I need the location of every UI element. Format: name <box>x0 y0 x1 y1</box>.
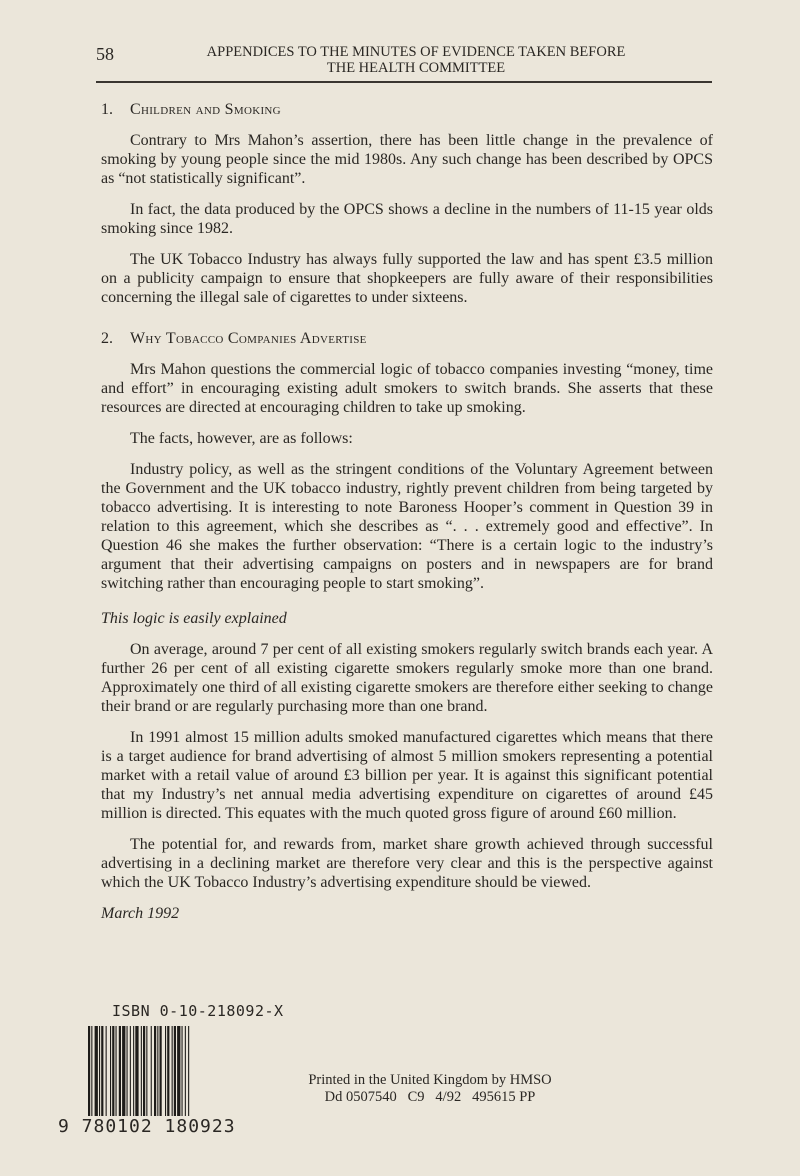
barcode-bar <box>110 1026 111 1116</box>
barcode-bar <box>122 1026 125 1116</box>
barcode-bar <box>88 1026 90 1116</box>
code-line: Dd 0507540 C9 4/92 495615 PP <box>324 1089 536 1105</box>
barcode-bar <box>127 1026 128 1116</box>
section-heading-2 <box>101 329 713 348</box>
section-number: 2. <box>101 330 113 347</box>
barcode-bar <box>95 1026 98 1116</box>
barcode-bar <box>182 1026 183 1116</box>
barcode-bar <box>160 1026 162 1116</box>
barcode-bar <box>174 1026 176 1116</box>
printed-line: Printed in the United Kingdom by HMSO <box>308 1072 552 1088</box>
running-head <box>96 44 736 76</box>
paragraph: The UK Tobacco Industry has always fully supported the law and has spent £3.5 million on a publicity campaign to ensure that shopkeepers are fully aware of their responsibilities concerning the illegal sale of cigarettes to under sixteens. <box>101 251 713 306</box>
isbn-label: ISBN 0-10-218092-X <box>112 1002 284 1020</box>
printer-imprint <box>300 1072 560 1106</box>
barcode-bar <box>167 1026 169 1116</box>
section-heading-1 <box>101 100 713 119</box>
barcode-bar <box>106 1026 107 1116</box>
barcode-bar <box>135 1026 138 1116</box>
running-head-line-2: THE HEALTH COMMITTEE <box>326 60 506 76</box>
paragraph: The facts, however, are as follows: <box>130 430 353 447</box>
document-date: March 1992 <box>101 905 180 922</box>
barcode-bar <box>130 1026 131 1116</box>
barcode-bar <box>185 1026 186 1116</box>
barcode-bar <box>154 1026 156 1116</box>
barcode-bar <box>101 1026 103 1116</box>
barcode <box>86 1026 230 1116</box>
paragraph: Mrs Mahon questions the commercial logic of tobacco companies investing “money, time and effort” in encouraging existing adult smokers to switch brands. She asserts that these resources are directed at encouraging children to take up smoking. <box>101 361 713 416</box>
page-number: 58 <box>96 44 114 64</box>
barcode-bar <box>99 1026 100 1116</box>
barcode-bar <box>146 1026 147 1116</box>
section-number: 1. <box>101 101 113 118</box>
paragraph: In fact, the data produced by the OPCS shows a decline in the numbers of 11-15 year olds smoking since 1982. <box>101 201 713 237</box>
section-title: Children and Smoking <box>130 101 281 118</box>
paragraph: Industry policy, as well as the stringent conditions of the Voluntary Agreement between the Government and the UK tobacco industry, rightly prevent children from being targeted by tobacco advertising. It is interesting to note Baroness Hooper’s comment in Question 39 in relation to this agreement, which she describes as “. . . extremely good and effective”. In Question 46 she makes the further observation: “There is a certain logic to the industry’s argument that their advertising campaigns on posters and in newspapers are for brand switching rather than encouraging people to start smoking”. <box>101 461 713 592</box>
barcode-bar <box>157 1026 158 1116</box>
paragraph: Contrary to Mrs Mahon’s assertion, there has been little change in the prevalence of smoking by young people since the mid 1980s. Any such change has been described by OPCS as “not statistically significant”. <box>101 132 713 187</box>
barcode-bar <box>91 1026 92 1116</box>
paragraph: On average, around 7 per cent of all existing smokers regularly switch brands each year. A further 26 per cent of all existing cigarette smokers regularly smoke more than one brand. Approximately one third of all existing cigarette smokers are therefore either seeking to change their brand or are regularly purchasing more than one brand. <box>101 641 713 715</box>
barcode-bar <box>143 1026 145 1116</box>
document-body <box>101 100 713 935</box>
barcode-bar <box>177 1026 180 1116</box>
barcode-bar <box>112 1026 114 1116</box>
barcode-bar <box>133 1026 134 1116</box>
barcode-bar <box>119 1026 121 1116</box>
header-rule <box>96 81 712 83</box>
barcode-digits: 9 780102 180923 <box>58 1116 236 1137</box>
barcode-bar <box>151 1026 152 1116</box>
barcode-bar <box>116 1026 117 1116</box>
barcode-bar <box>172 1026 173 1116</box>
section-title: Why Tobacco Companies Advertise <box>130 330 367 347</box>
barcode-bar <box>141 1026 142 1116</box>
barcode-bar <box>188 1026 189 1116</box>
paragraph: The potential for, and rewards from, market share growth achieved through successful advertising in a declining market are therefore very clear and this is the perspective against which the UK Tobacco Industry’s advertising expenditure should be viewed. <box>101 836 713 891</box>
running-head-line-1: APPENDICES TO THE MINUTES OF EVIDENCE TAKEN BEFORE <box>206 44 626 60</box>
barcode-bar <box>165 1026 166 1116</box>
paragraph: In 1991 almost 15 million adults smoked manufactured cigarettes which means that there is a target audience for brand advertising of almost 5 million smokers representing a potential market with a retail value of around £3 billion per year. It is against this significant potential that my Industry’s net annual media advertising expenditure on cigarettes of around £45 million is directed. This equates with the much quoted gross figure of around £60 million. <box>101 729 713 822</box>
subheading: This logic is easily explained <box>101 610 287 627</box>
